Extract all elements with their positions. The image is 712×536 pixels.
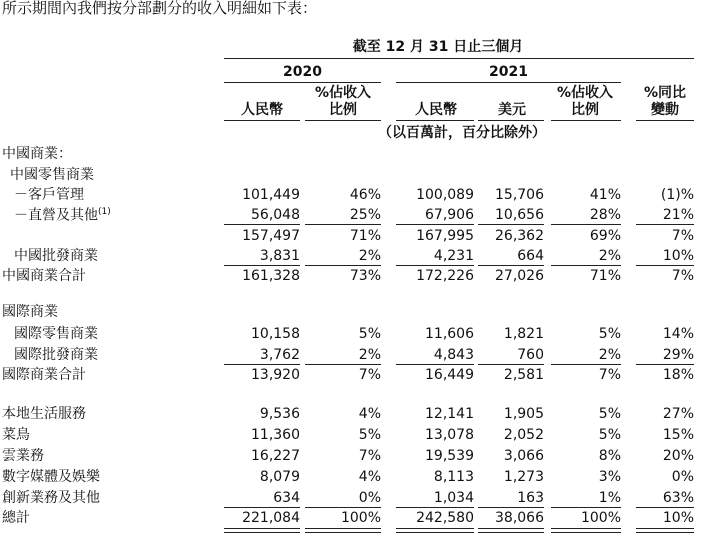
cell-pct-2020: 7% [358,367,381,383]
cell-rmb-2020: 11,360 [251,427,300,443]
cell-rmb-2021: 12,141 [425,406,474,422]
cell-rmb-2021: 100,089 [416,187,474,203]
cell-rmb-2021: 8,113 [433,469,474,485]
cell-rmb-2020: 634 [273,490,300,506]
grand-total-rule [224,507,300,508]
intro-text: 所示期間內我們按分部劃分的收入明細如下表： [2,0,318,17]
cell-rmb-2021: 19,539 [425,448,474,464]
cell-rmb-2020: 13,920 [251,367,300,383]
col-pct-2021-header-line1: %佔收入 [556,85,614,101]
row-label: 國際零售商業 [14,326,98,342]
cell-pct-2021: 5% [598,406,621,422]
cell-yoy: 15% [662,427,694,443]
cell-pct-2021: 2% [598,248,621,264]
row-label: －直營及其他 [14,207,98,224]
cell-rmb-2020: 8,079 [259,469,300,485]
grand-total-double-rule [478,528,544,533]
cell-yoy: 18% [662,367,694,383]
cell-yoy: 14% [662,326,694,342]
cell-rmb-2020: 221,084 [242,510,300,526]
cell-rmb-2021: 167,995 [416,228,474,244]
cell-pct-2020: 100% [340,510,381,526]
grand-total-double-rule [396,528,474,533]
cell-yoy: 10% [662,248,694,264]
cell-pct-2020: 0% [358,490,381,506]
cell-rmb-2021: 16,449 [425,367,474,383]
cell-usd-2021: 38,066 [495,510,544,526]
cell-yoy: 7% [671,268,694,284]
col-yoy-header-line1: %同比 [643,85,687,101]
cell-pct-2020: 5% [358,326,381,342]
row-label: 國際批發商業 [14,347,98,363]
total-rule [396,364,474,365]
cell-yoy: (1)% [660,187,694,203]
cell-rmb-2020: 9,536 [259,406,300,422]
subtotal-rule [478,224,544,225]
cell-pct-2020: 4% [358,469,381,485]
cell-yoy: 10% [662,510,694,526]
grand-total-rule [551,507,621,508]
row-label: 創新業務及其他 [2,490,100,506]
cell-rmb-2020: 16,227 [251,448,300,464]
cell-usd-2021: 15,706 [495,187,544,203]
grand-total-double-rule [551,528,621,533]
cell-pct-2020: 2% [358,248,381,264]
cell-pct-2020: 46% [349,187,381,203]
cell-yoy: 63% [662,490,694,506]
col-header-underline-pct2020 [305,120,381,121]
subtotal-rule [396,224,474,225]
period-underline [224,58,694,59]
unit-note: （以百萬計，百分比除外） [378,125,546,141]
total-rule [305,364,381,365]
cell-pct-2021: 28% [589,207,621,223]
cell-rmb-2021: 4,843 [433,347,474,363]
cell-rmb-2020: 3,762 [259,347,300,363]
total-rule [551,265,621,266]
total-rule [224,364,300,365]
row-label: －客戶管理 [14,187,84,203]
total-rule [305,265,381,266]
cell-pct-2020: 4% [358,406,381,422]
col-header-underline-usd2021 [478,120,544,121]
cell-rmb-2020: 101,449 [242,187,300,203]
section-intl-commerce: 國際商業 [2,304,58,320]
row-label: 數字媒體及娛樂 [2,469,100,485]
cell-pct-2021: 3% [598,469,621,485]
period-header: 截至 12 月 31 日止三個月 [352,39,524,55]
total-rule [551,364,621,365]
col-pct-2020-header-line2: 比例 [329,102,357,118]
cell-pct-2021: 5% [598,326,621,342]
cell-pct-2020: 2% [358,347,381,363]
total-rule [478,364,544,365]
col-header-underline-yoy [636,120,694,121]
cell-rmb-2021: 242,580 [416,510,474,526]
cell-usd-2021: 26,362 [495,228,544,244]
subtotal-rule [551,224,621,225]
cell-pct-2021: 5% [598,427,621,443]
cell-usd-2021: 2,581 [503,367,544,383]
cell-rmb-2021: 67,906 [425,207,474,223]
total-rule [224,265,300,266]
year-2020-underline [224,82,381,83]
grand-total-double-rule [636,528,694,533]
cell-rmb-2020: 157,497 [242,228,300,244]
row-label: 中國批發商業 [14,248,98,264]
col-usd-2021-header: 美元 [498,102,526,118]
cell-yoy: 7% [671,228,694,244]
cell-usd-2021: 27,026 [495,268,544,284]
year-2021-header: 2021 [489,64,528,80]
row-label: 本地生活服務 [2,406,86,422]
grand-total-rule [478,507,544,508]
section-china-commerce: 中國商業： [2,146,72,162]
col-header-underline-rmb2021 [396,120,474,121]
subtotal-rule [636,224,694,225]
cell-usd-2021: 664 [517,248,544,264]
grand-total-rule [636,507,694,508]
section-china-retail: 中國零售商業 [10,167,94,183]
total-rule [636,364,694,365]
cell-rmb-2021: 13,078 [425,427,474,443]
col-header-underline-rmb2020 [224,120,300,121]
col-yoy-header-line2: 變動 [651,102,679,118]
cell-rmb-2021: 11,606 [425,326,474,342]
cell-rmb-2021: 1,034 [433,490,474,506]
col-header-underline-pct2021 [551,120,621,121]
cell-rmb-2021: 172,226 [416,268,474,284]
year-2020-header: 2020 [283,64,322,80]
cell-usd-2021: 1,905 [503,406,544,422]
footnote-marker: (1) [98,207,111,217]
grand-total-double-rule [305,528,381,533]
cell-yoy: 29% [662,347,694,363]
cell-pct-2021: 41% [589,187,621,203]
grand-total-rule [305,507,381,508]
cell-pct-2021: 2% [598,347,621,363]
cell-pct-2020: 71% [349,228,381,244]
row-label: 菜鳥 [2,427,30,443]
col-pct-2020-header-line1: %佔收入 [314,85,372,101]
row-label: 總計 [2,510,30,526]
subtotal-rule [305,224,381,225]
cell-usd-2021: 2,052 [503,427,544,443]
cell-pct-2020: 7% [358,448,381,464]
col-rmb-2020-header: 人民幣 [241,102,283,118]
cell-rmb-2021: 4,231 [433,248,474,264]
cell-pct-2021: 8% [598,448,621,464]
cell-pct-2021: 71% [589,268,621,284]
year-2021-underline [396,82,621,83]
cell-yoy: 21% [662,207,694,223]
cell-usd-2021: 3,066 [503,448,544,464]
cell-usd-2021: 1,821 [503,326,544,342]
cell-usd-2021: 10,656 [495,207,544,223]
cell-rmb-2020: 161,328 [242,268,300,284]
cell-rmb-2020: 56,048 [251,207,300,223]
cell-rmb-2020: 3,831 [259,248,300,264]
row-label: 國際商業合計 [2,367,86,383]
cell-pct-2020: 25% [349,207,381,223]
cell-usd-2021: 760 [517,347,544,363]
row-label: 雲業務 [2,448,44,464]
cell-pct-2021: 100% [580,510,621,526]
cell-yoy: 20% [662,448,694,464]
cell-rmb-2020: 10,158 [251,326,300,342]
row-label-direct-ops [14,208,111,223]
subtotal-rule [224,224,300,225]
col-rmb-2021-header: 人民幣 [415,102,457,118]
cell-pct-2020: 73% [349,268,381,284]
grand-total-double-rule [224,528,300,533]
cell-pct-2021: 1% [598,490,621,506]
cell-pct-2021: 7% [598,367,621,383]
row-label: 中國商業合計 [2,268,86,284]
grand-total-rule [396,507,474,508]
col-pct-2021-header-line2: 比例 [571,102,599,118]
cell-yoy: 27% [662,406,694,422]
total-rule [396,265,474,266]
cell-pct-2021: 69% [589,228,621,244]
cell-usd-2021: 1,273 [503,469,544,485]
cell-pct-2020: 5% [358,427,381,443]
cell-yoy: 0% [671,469,694,485]
total-rule [478,265,544,266]
total-rule [636,265,694,266]
cell-usd-2021: 163 [517,490,544,506]
